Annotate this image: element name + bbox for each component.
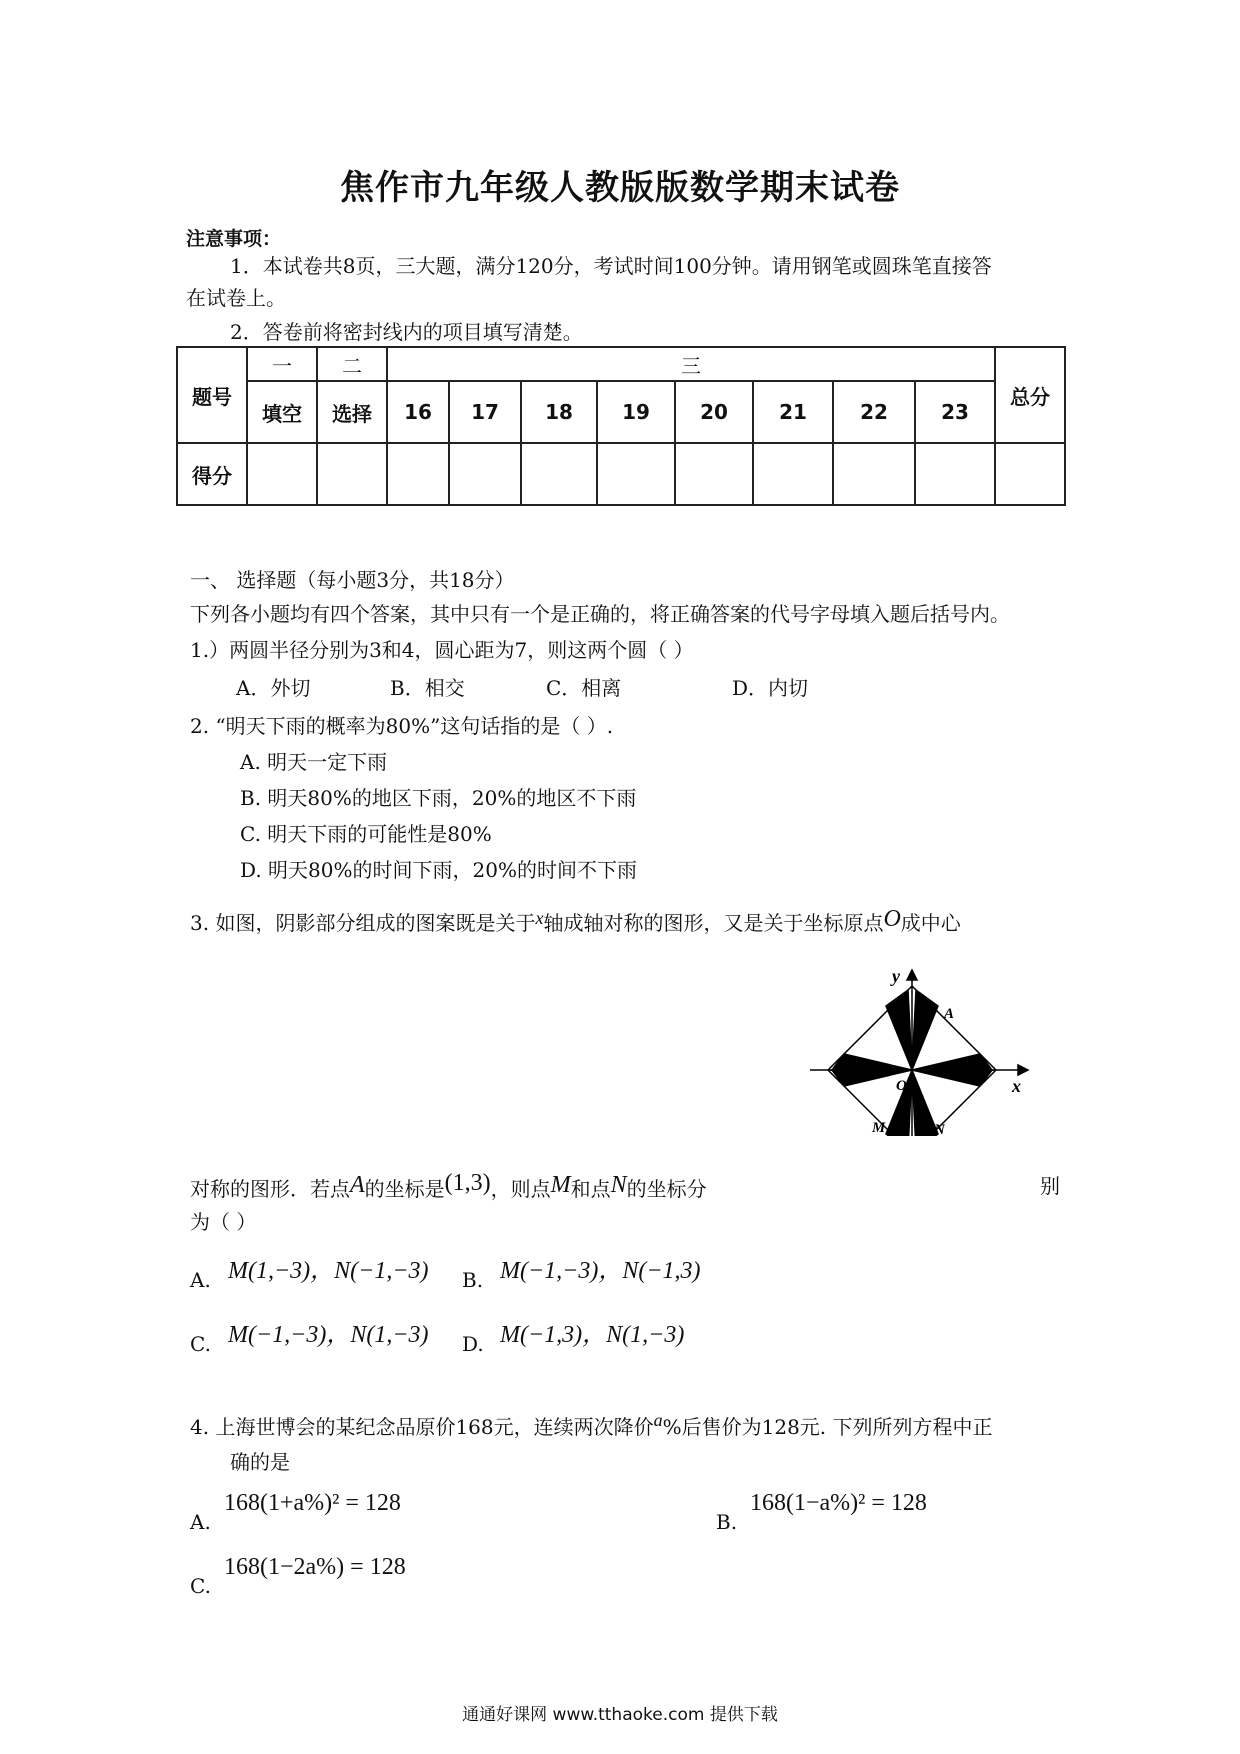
q3-text: ，则点: [490, 1177, 551, 1201]
shaded-blade-right-lower: [912, 1070, 992, 1086]
notice-item-1-line-2: 在试卷上。: [186, 286, 286, 310]
score-cell[interactable]: [675, 443, 753, 505]
header-part-2: 二: [317, 347, 387, 381]
header-q23: 23: [915, 381, 995, 443]
q1-option-d: D．内切: [732, 676, 809, 700]
q4-text: 4. 上海世博会的某纪念品原价168元，连续两次降价: [190, 1415, 654, 1439]
score-cell[interactable]: [915, 443, 995, 505]
q3-text: 对称的图形．若点: [190, 1177, 350, 1201]
q2-stem: 2. “明天下雨的概率为80%”这句话指的是（ ）.: [190, 714, 614, 738]
q4-option-a-label: A.: [190, 1510, 211, 1534]
q3-line-1: [190, 906, 961, 936]
q3-option-a-label: A.: [190, 1268, 211, 1292]
q4-option-a: 168(1+a%)² = 128: [224, 1490, 401, 1516]
figure-label-a: A: [944, 1006, 955, 1022]
q3-var-n: N: [610, 1172, 627, 1198]
header-question-number: 题号: [177, 347, 247, 443]
q3-text: 3. 如图，阴影部分组成的图案既是关于: [190, 911, 536, 935]
score-cell[interactable]: [387, 443, 449, 505]
y-axis-arrow-icon: [907, 970, 917, 980]
score-table: [176, 346, 1066, 506]
q3-line-2: [190, 1170, 707, 1202]
q4-option-b: 168(1−a%)² = 128: [750, 1490, 927, 1516]
q3-text: 的坐标分: [626, 1177, 707, 1201]
header-q17: 17: [449, 381, 521, 443]
notice-item-1-line-1: 1．本试卷共8页，三大题，满分120分，考试时间100分钟。请用钢笔或圆珠笔直接答: [230, 254, 992, 278]
shaded-blade-left-upper: [832, 1054, 912, 1070]
header-part-3: 三: [387, 347, 995, 381]
score-cell[interactable]: [449, 443, 521, 505]
q4-option-c-label: C.: [190, 1574, 211, 1598]
section-1-heading: 一、 选择题（每小题3分，共18分）: [190, 568, 515, 592]
q2-option-a: A. 明天一定下雨: [240, 750, 388, 774]
q4-line-1: [190, 1410, 993, 1440]
q3-var-a: A: [350, 1172, 365, 1198]
q3-var-x: x: [535, 908, 544, 928]
q3-text: 成中心: [900, 911, 961, 935]
q4-option-b-label: B.: [716, 1510, 738, 1534]
q2-option-c: C. 明天下雨的可能性是80%: [240, 822, 492, 846]
shaded-blade-a: [912, 990, 938, 1070]
q4-option-c: 168(1−2a%) = 128: [224, 1554, 406, 1580]
q3-option-b-label: B.: [462, 1268, 484, 1292]
row-score-label: 得分: [177, 443, 247, 505]
figure-label-x: x: [1012, 1076, 1021, 1096]
score-cell[interactable]: [597, 443, 675, 505]
header-total: 总分: [995, 347, 1065, 443]
footer-source: 通通好课网 www.tthaoke.com 提供下载: [462, 1705, 778, 1725]
shaded-blade-upper-left: [886, 990, 912, 1070]
header-part-1: 一: [247, 347, 317, 381]
q4-var-a: a: [653, 1410, 663, 1430]
q3-option-a: M(1,−3)，N(−1,−3): [228, 1258, 429, 1284]
figure-label-n: N: [934, 1122, 945, 1136]
header-q22: 22: [833, 381, 915, 443]
q3-line-2-end: 别: [1040, 1174, 1060, 1198]
q3-option-c: M(−1,−3)，N(1,−3): [228, 1322, 429, 1348]
q3-text: 的坐标是: [364, 1177, 445, 1201]
score-cell[interactable]: [317, 443, 387, 505]
header-q18: 18: [521, 381, 597, 443]
q3-option-b: M(−1,−3)，N(−1,3): [500, 1258, 701, 1284]
page-title: 焦作市九年级人教版版数学期末试卷: [340, 168, 900, 208]
header-q21: 21: [753, 381, 833, 443]
notice-item-2: 2．答卷前将密封线内的项目填写清楚。: [230, 320, 583, 344]
figure-label-m: M: [872, 1120, 886, 1136]
header-fill-in: 填空: [247, 381, 317, 443]
q3-option-d-label: D.: [462, 1332, 484, 1356]
q3-line-3: 为（ ）: [190, 1210, 257, 1234]
score-cell[interactable]: [995, 443, 1065, 505]
section-1-instruction: 下列各小题均有四个答案，其中只有一个是正确的，将正确答案的代号字母填入题后括号内。: [190, 602, 1010, 626]
q3-text: 和点: [570, 1177, 611, 1201]
q4-line-2: 确的是: [230, 1450, 290, 1474]
score-cell[interactable]: [753, 443, 833, 505]
header-q19: 19: [597, 381, 675, 443]
score-cell[interactable]: [833, 443, 915, 505]
header-q20: 20: [675, 381, 753, 443]
symmetry-figure: [800, 968, 1040, 1136]
q1-option-c: C．相离: [546, 676, 622, 700]
header-q16: 16: [387, 381, 449, 443]
score-cell[interactable]: [247, 443, 317, 505]
q1-option-a: A．外切: [236, 676, 311, 700]
figure-label-o: O: [896, 1078, 907, 1094]
x-axis-arrow-icon: [1018, 1065, 1028, 1075]
figure-label-y: y: [892, 968, 900, 986]
notice-heading: 注意事项：: [186, 228, 282, 250]
q3-text: 轴成轴对称的图形，又是关于坐标原点: [543, 911, 884, 935]
q3-var-o: O: [883, 906, 901, 932]
q3-var-m: M: [550, 1172, 571, 1198]
q3-coord-a: (1,3): [444, 1170, 491, 1196]
q1-stem: 1.）两圆半径分别为3和4，圆心距为7，则这两个圆（ ）: [190, 638, 694, 662]
shaded-blade-right-upper: [912, 1054, 992, 1070]
q1-option-b: B．相交: [390, 676, 465, 700]
q2-option-b: B. 明天80%的地区下雨，20%的地区不下雨: [240, 786, 637, 810]
q3-option-d: M(−1,3)，N(1,−3): [500, 1322, 685, 1348]
header-choice: 选择: [317, 381, 387, 443]
q4-text: %后售价为128元. 下列所列方程中正: [662, 1415, 993, 1439]
q2-option-d: D. 明天80%的时间下雨，20%的时间不下雨: [240, 858, 637, 882]
score-cell[interactable]: [521, 443, 597, 505]
q3-option-c-label: C.: [190, 1332, 211, 1356]
